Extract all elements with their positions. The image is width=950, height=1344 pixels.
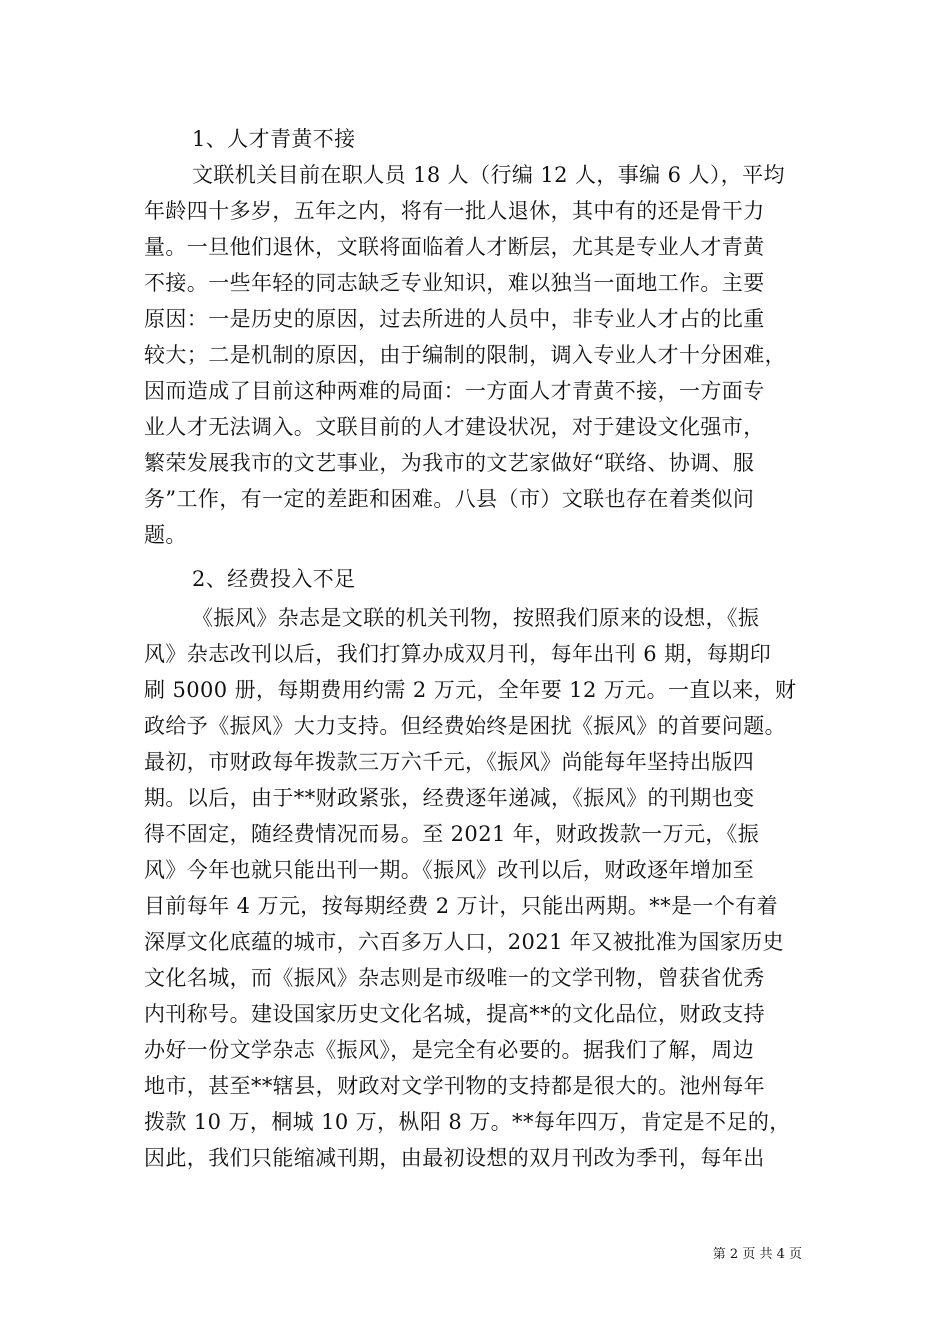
paragraph-line: 繁荣发展我市的文艺事业，为我市的文艺家做好“联络、协调、服 [144,451,755,475]
paragraph-line: 办好一份文学杂志《振风》，是完全有必要的。据我们了解，周边 [144,1038,755,1062]
paragraph-line: 年龄四十多岁，五年之内，将有一批人退休，其中有的还是骨干力 [144,199,765,223]
paragraph-line: 拨款 10 万，桐城 10 万，枞阳 8 万。**每年四万，肯定是不足的， [144,1110,791,1134]
paragraph-line: 得不固定，随经费情况而易。至 2021 年，财政拨款一万元，《振 [144,822,760,846]
paragraph-line: 不接。一些年轻的同志缺乏专业知识，难以独当一面地工作。主要 [144,271,765,295]
paragraph-line: 原因：一是历史的原因，过去所进的人员中，非专业人才占的比重 [144,307,765,331]
paragraph-line: 文化名城，而《振风》杂志则是市级唯一的文学刊物，曾获省优秀 [144,966,765,990]
paragraph-line: 量。一旦他们退休，文联将面临着人才断层，尤其是专业人才青黄 [144,235,765,259]
paragraph-line: 业人才无法调入。文联目前的人才建设状况，对于建设文化强市， [144,415,765,439]
paragraph-line: 期。以后，由于**财政紧张，经费逐年递减，《振风》的刊期也变 [144,786,755,810]
paragraph-line: 风》杂志改刊以后，我们打算办成双月刊，每年出刊 6 期，每期印 [144,642,772,666]
paragraph-line: 最初，市财政每年拨款三万六千元，《振风》尚能每年坚持出版四 [144,750,755,774]
paragraph-line: 文联机关目前在职人员 18 人（行编 12 人，事编 6 人），平均 [192,163,785,187]
paragraph-line: 内刊称号。建设国家历史文化名城，提高**的文化品位，财政支持 [144,1002,765,1026]
paragraph-line: 《振风》杂志是文联的机关刊物，按照我们原来的设想，《振 [192,606,760,630]
paragraph-line: 刷 5000 册，每期费用约需 2 万元，全年要 12 万元。一直以来，财 [144,678,797,702]
paragraph-line: 较大；二是机制的原因，由于编制的限制，调入专业人才十分困难， [144,343,786,367]
paragraph-line: 题。 [144,523,187,547]
section-heading-talent: 1、人才青黄不接 [192,127,356,151]
section-heading-funding: 2、经费投入不足 [192,567,356,591]
paragraph-line: 政给予《振风》大力支持。但经费始终是困扰《振风》的首要问题。 [144,714,786,738]
paragraph-line: 深厚文化底蕴的城市，六百多万人口，2021 年又被批准为国家历史 [144,930,784,954]
paragraph-line: 风》今年也就只能出刊一期。《振风》改刊以后，财政逐年增加至 [144,858,755,882]
paragraph-line: 因而造成了目前这种两难的局面：一方面人才青黄不接，一方面专 [144,379,765,403]
paragraph-line: 因此，我们只能缩减刊期，由最初设想的双月刊改为季刊，每年出 [144,1146,765,1170]
paragraph-line: 务”工作，有一定的差距和困难。八县（市）文联也存在着类似问 [144,487,755,511]
paragraph-line: 地市，甚至**辖县，财政对文学刊物的支持都是很大的。池州每年 [144,1074,765,1098]
page-number-footer: 第 2 页 共 4 页 [712,1247,802,1262]
paragraph-line: 目前每年 4 万元，按每期经费 2 万计，只能出两期。**是一个有着 [144,894,779,918]
